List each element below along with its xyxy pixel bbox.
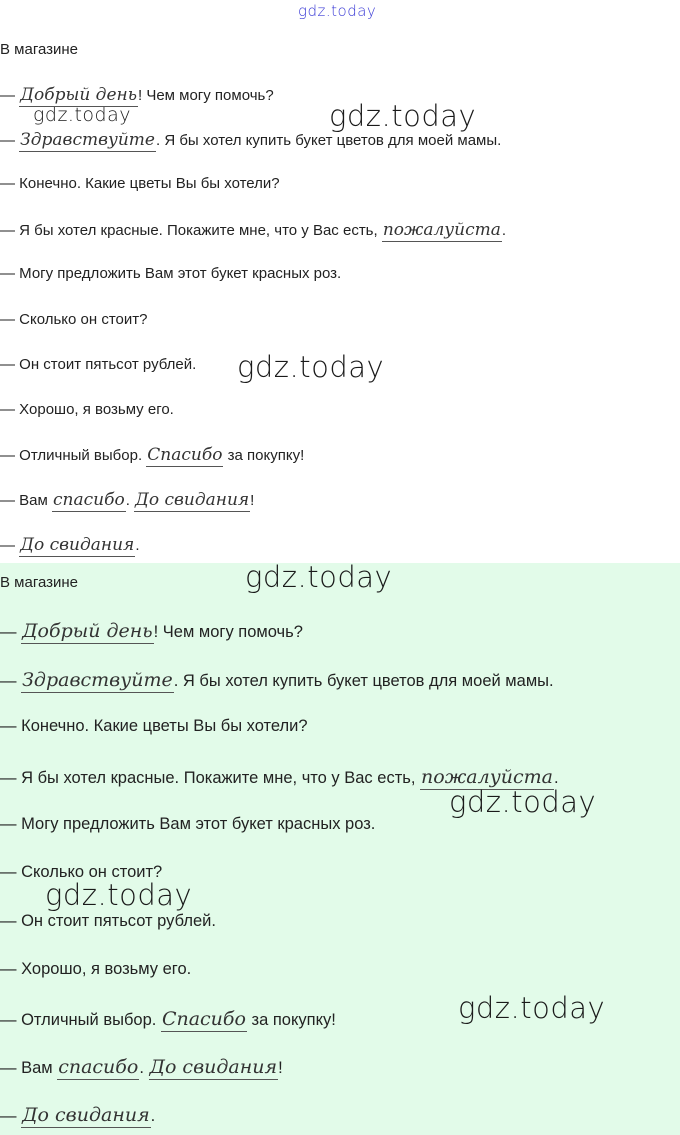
printed-text: ! <box>278 1059 283 1077</box>
dialogue-line <box>0 265 341 282</box>
printed-text: — <box>0 537 20 554</box>
dialogue-line <box>0 912 216 931</box>
printed-text: — Отличный выбор. <box>0 447 147 464</box>
printed-text: . <box>135 537 140 554</box>
printed-text: — Я бы хотел красные. Покажите мне, что у Вас есть, <box>0 222 382 239</box>
dialogue-line <box>0 130 501 150</box>
dialogue-line <box>0 445 304 465</box>
dialogue-line <box>0 356 196 373</box>
printed-text: за покупку! <box>223 447 305 464</box>
printed-text: . <box>139 1059 149 1077</box>
handwritten-answer: пожалуйста <box>382 220 501 240</box>
dialogue-section-2 <box>0 563 680 1135</box>
handwritten-answer: До свидания <box>149 1056 278 1078</box>
printed-text: — Хорошо, я возьму его. <box>0 401 174 418</box>
handwritten-answer: Добрый день <box>22 620 153 642</box>
dialogue-line <box>0 490 254 510</box>
dialogue-section-1 <box>0 0 680 563</box>
printed-text: . Я бы хотел купить букет цветов для моей мамы. <box>155 132 502 149</box>
printed-text: — Сколько он стоит? <box>0 311 148 328</box>
printed-text: — Я бы хотел красные. Покажите мне, что у Вас есть, <box>0 769 421 787</box>
printed-text: . <box>125 492 135 509</box>
printed-text: ! Чем могу помочь? <box>153 623 303 641</box>
watermark-text: gdz.today <box>458 991 606 1025</box>
handwritten-answer: спасибо <box>58 1056 139 1078</box>
handwritten-answer: Здравствуйте <box>20 130 155 150</box>
printed-text: — Хорошо, я возьму его. <box>0 960 192 978</box>
dialogue-line <box>0 401 174 418</box>
dialogue-line <box>0 669 554 691</box>
watermark-text: gdz.today <box>45 878 193 912</box>
printed-text: — <box>0 672 22 690</box>
watermark-text: gdz.today <box>449 785 597 819</box>
dialogue-line <box>0 960 191 979</box>
printed-text: — Конечно. Какие цветы Вы бы хотели? <box>0 175 280 192</box>
dialogue-line <box>0 620 303 642</box>
printed-text: за покупку! <box>246 1011 336 1029</box>
watermark-text: gdz.today <box>329 99 477 133</box>
printed-text: . Я бы хотел купить букет цветов для моей мамы. <box>173 672 554 690</box>
watermark-text: gdz.today <box>298 2 377 20</box>
printed-text: . <box>501 222 507 239</box>
dialogue-line <box>0 1008 336 1030</box>
printed-text: . <box>553 769 559 787</box>
handwritten-answer: Добрый день <box>20 85 137 105</box>
watermark-text: gdz.today <box>33 104 131 126</box>
handwritten-answer: До свидания <box>135 490 250 510</box>
dialogue-line <box>0 1056 283 1078</box>
section-title: В магазине <box>0 41 79 58</box>
dialogue-line <box>0 175 280 192</box>
handwritten-answer: Спасибо <box>147 445 223 465</box>
handwritten-answer: До свидания <box>22 1104 150 1126</box>
handwritten-answer: До свидания <box>20 535 135 555</box>
dialogue-line <box>0 311 147 328</box>
printed-text: ! Чем могу помочь? <box>137 87 274 104</box>
watermark-text: gdz.today <box>245 560 393 594</box>
dialogue-line <box>0 815 375 834</box>
handwritten-answer: спасибо <box>53 490 125 510</box>
printed-text: — Отличный выбор. <box>0 1011 161 1029</box>
printed-text: — Конечно. Какие цветы Вы бы хотели? <box>0 717 308 735</box>
printed-text: — Вам <box>0 492 52 509</box>
printed-text: — Могу предложить Вам этот букет красных роз. <box>0 815 376 833</box>
printed-text: — <box>0 87 20 104</box>
printed-text: . <box>150 1107 156 1125</box>
dialogue-line <box>0 717 308 736</box>
dialogue-line <box>0 85 274 105</box>
handwritten-answer: Здравствуйте <box>22 669 173 691</box>
printed-text: — Он стоит пятьсот рублей. <box>0 912 216 930</box>
printed-text: — Могу предложить Вам этот букет красных роз. <box>0 265 342 282</box>
dialogue-line <box>0 535 139 555</box>
watermark-text: gdz.today <box>237 350 385 384</box>
printed-text: — <box>0 623 22 641</box>
printed-text: — Сколько он стоит? <box>0 863 163 881</box>
section-title: В магазине <box>0 574 79 591</box>
handwritten-answer: Спасибо <box>161 1008 246 1030</box>
dialogue-line <box>0 1104 155 1126</box>
printed-text: — Вам <box>0 1059 58 1077</box>
printed-text: — Он стоит пятьсот рублей. <box>0 356 197 373</box>
printed-text: ! <box>250 492 255 509</box>
printed-text: — <box>0 1107 22 1125</box>
printed-text: — <box>0 132 20 149</box>
dialogue-line <box>0 220 506 240</box>
handwritten-answer: пожалуйста <box>421 766 553 788</box>
